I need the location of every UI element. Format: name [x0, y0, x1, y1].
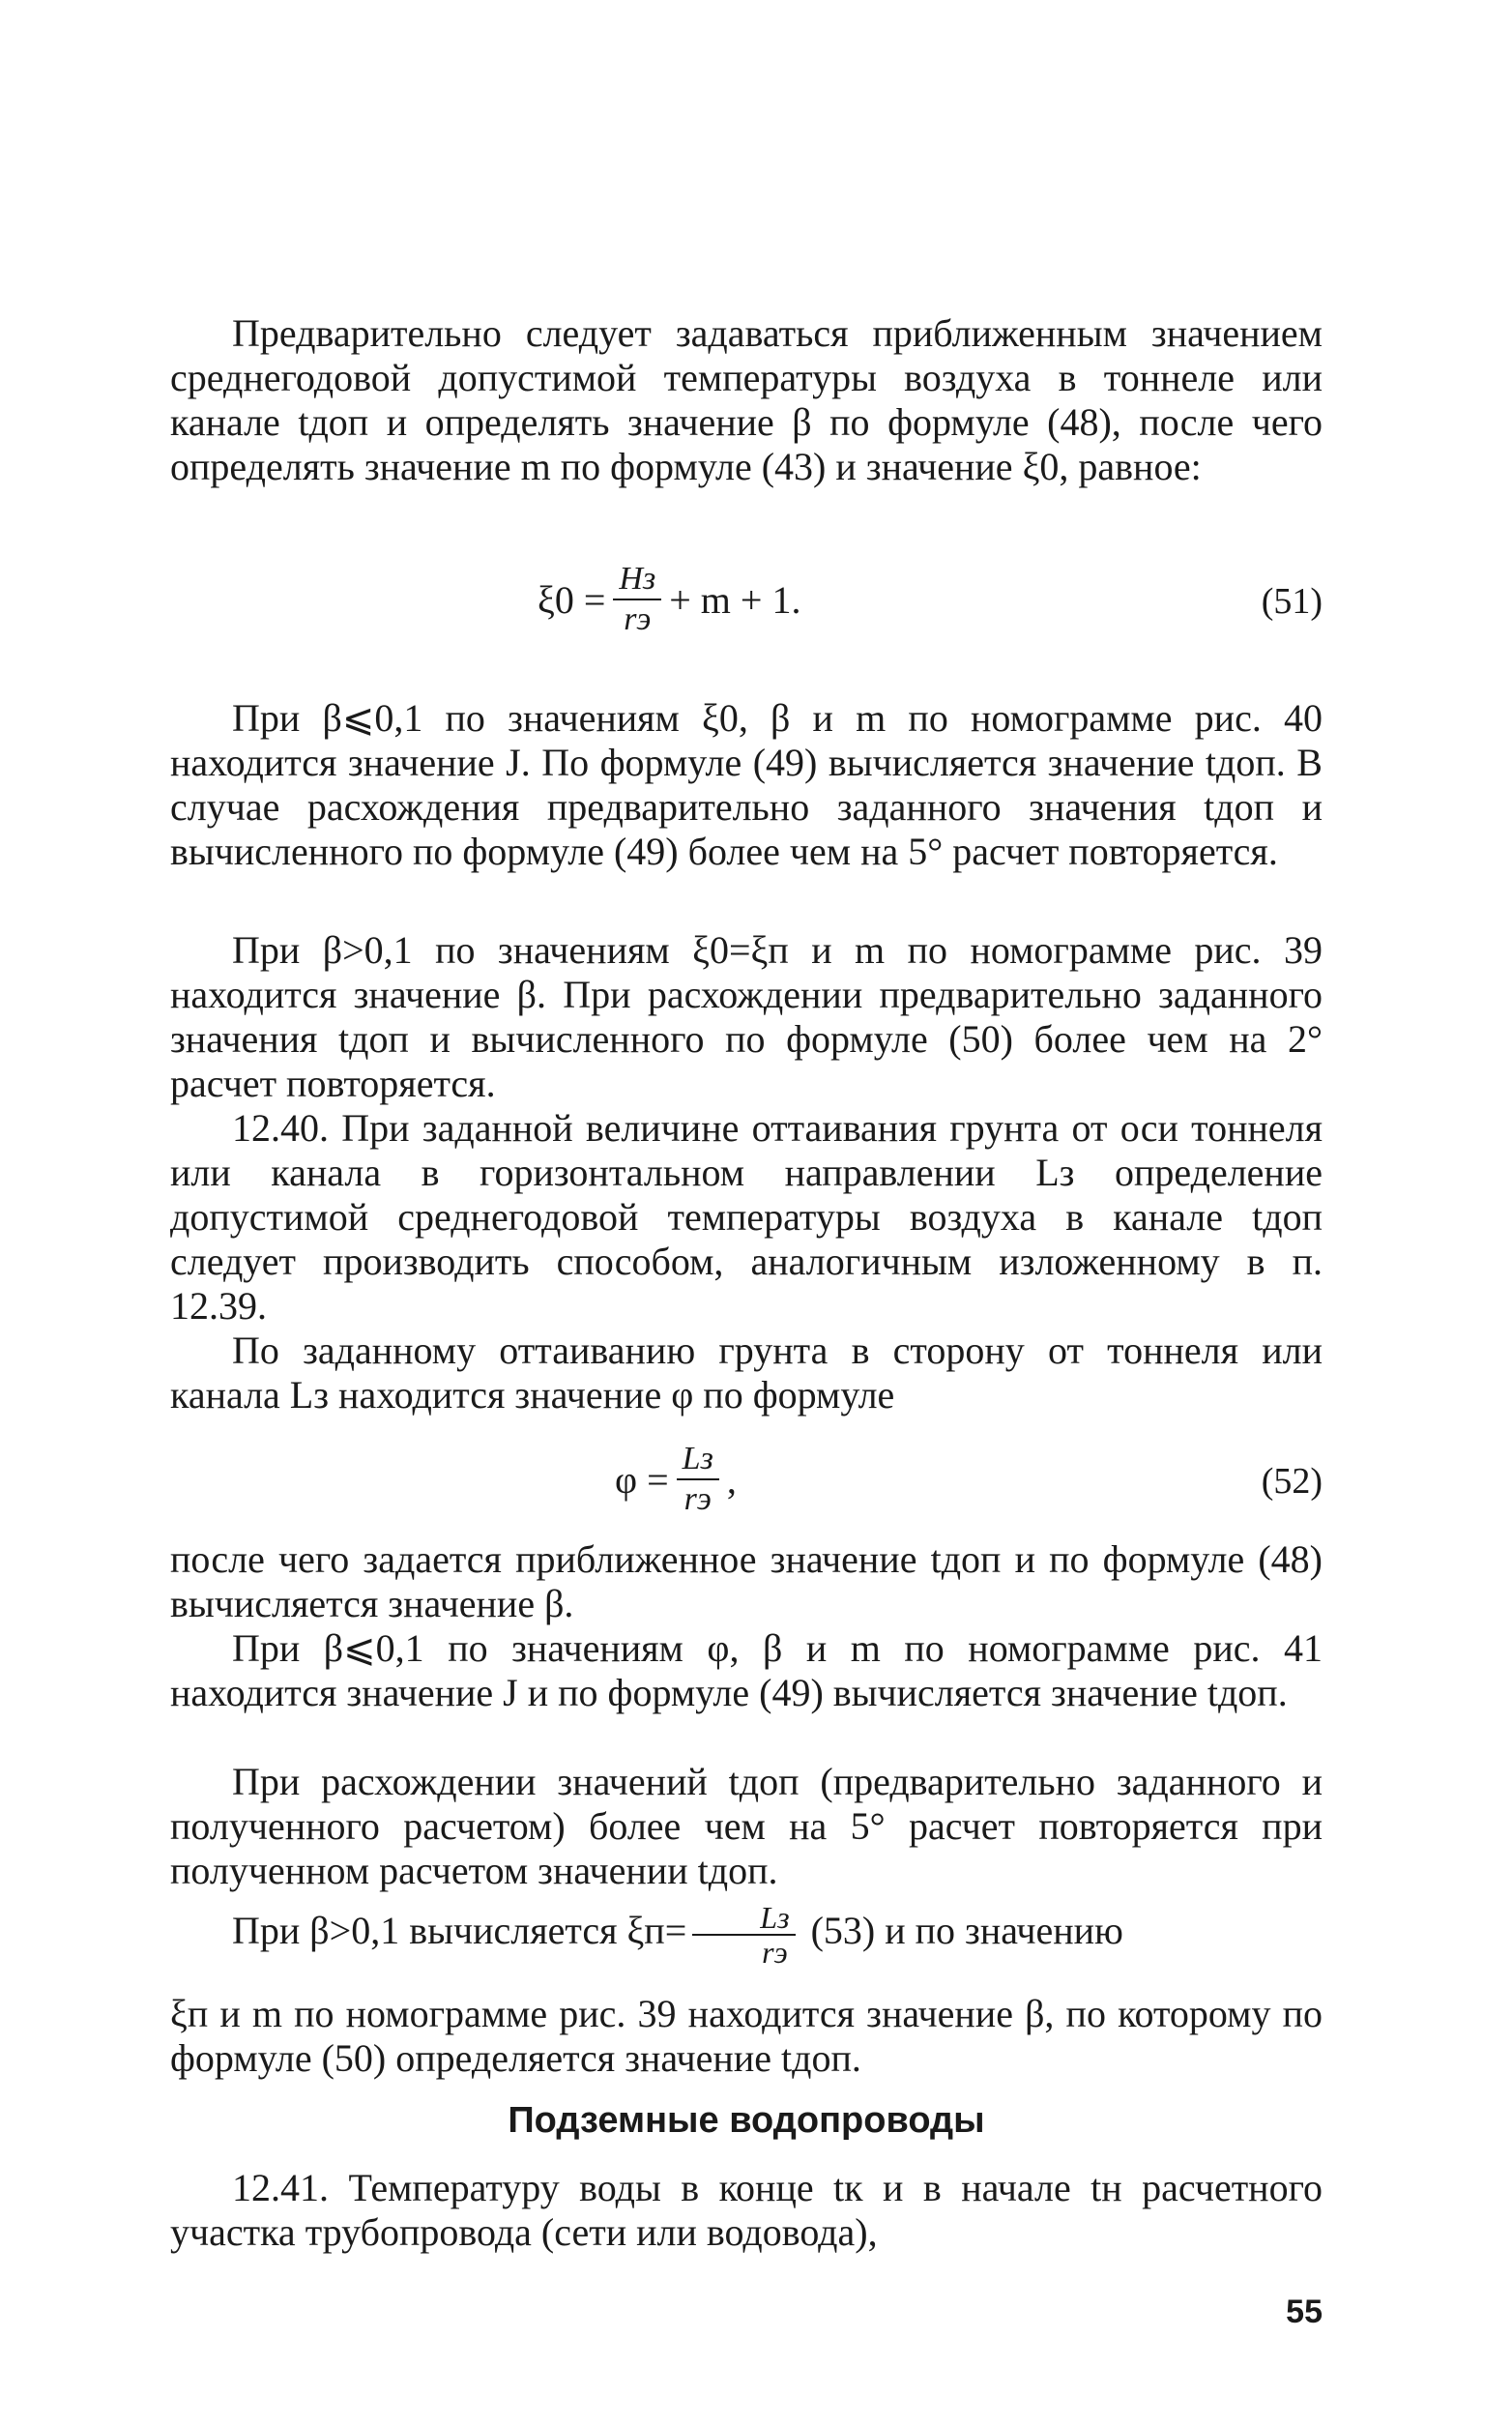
paragraph-nomogram: ξп и m по номограмме рис. 39 находится значение β, по которому по формуле (50) определяется значение tдоп. — [170, 1992, 1323, 2080]
formula-51-number: (51) — [1261, 581, 1323, 622]
formula-51-numerator: Hз — [613, 560, 661, 600]
paragraph-approx-value: после чего задается приближенное значение tдоп и по формуле (48) вычисляется значение β. — [170, 1537, 1323, 1625]
formula-51-expression — [538, 551, 800, 648]
formula-52-numerator: Lз — [677, 1440, 719, 1480]
formula-52-number: (52) — [1261, 1461, 1323, 1502]
formula-52-rhs: , — [726, 1457, 737, 1502]
formula-51-rhs: + m + 1. — [669, 577, 801, 622]
formula-51-denominator: rэ — [624, 601, 652, 637]
formula-51-fraction — [613, 560, 661, 639]
formula-52-lhs: φ = — [615, 1457, 669, 1502]
paragraph-12-41: 12.41. Температуру воды в конце tк и в начале tн расчетного участка трубопровода (сети или водовода), — [170, 2166, 1323, 2254]
paragraph-beta-large-2 — [170, 1901, 1323, 1969]
formula-52-denominator: rэ — [683, 1481, 712, 1517]
formula-51 — [170, 551, 1323, 648]
page-number: 55 — [1286, 2294, 1323, 2330]
formula-53-denominator: rэ — [762, 1935, 788, 1970]
paragraph-beta-large-2-start: При β>0,1 вычисляется ξп= — [232, 1909, 687, 1953]
paragraph-preliminary: Предварительно следует задаваться приближенным значением среднегодовой допустимой температуры воздуха в тоннеле или канале tдоп и определять значение β по формуле (48), после чего определять значение m по формуле (43) и значение ξ0, равное: — [170, 311, 1323, 488]
paragraph-beta-large: При β>0,1 по значениям ξ0=ξп и m по номограмме рис. 39 находится значение β. При расхождении предварительно заданного значения tдоп и вычисленного по формуле (50) более чем на 2° расчет повторяется. — [170, 928, 1323, 1105]
paragraph-beta-large-2-end: (53) и по значению — [810, 1909, 1123, 1953]
formula-51-lhs: ξ0 = — [538, 577, 606, 622]
paragraph-12-40: 12.40. При заданной величине оттаивания грунта от оси тоннеля или канала в горизонтальном направлении Lз определение допустимой среднегодовой температуры воздуха в канале tдоп следует производить способом, аналогичным изложенному в п. 12.39. — [170, 1106, 1323, 1328]
formula-53-fraction — [692, 1901, 795, 1969]
formula-52-expression — [615, 1431, 737, 1528]
paragraph-thawing: По заданному оттаиванию грунта в сторону от тоннеля или канала Lз находится значение φ по формуле — [170, 1329, 1323, 1417]
paragraph-discrepancy: При расхождении значений tдоп (предварительно заданного и полученного расчетом) более чем на 5° расчет повторяется при полученном расчетом значении tдоп. — [170, 1760, 1323, 1892]
formula-52-fraction — [677, 1440, 719, 1519]
section-heading: Подземные водопроводы — [508, 2100, 985, 2141]
formula-53-numerator: Lз — [692, 1901, 795, 1936]
paragraph-beta-small: При β⩽0,1 по значениям ξ0, β и m по номограмме рис. 40 находится значение J. По формуле (49) вычисляется значение tдоп. В случае расхождения предварительно заданного значения tдоп и вычисленного по формуле (49) более чем на 5° расчет повторяется. — [170, 696, 1323, 873]
paragraph-beta-small-2: При β⩽0,1 по значениям φ, β и m по номограмме рис. 41 находится значение J и по формуле (49) вычисляется значение tдоп. — [170, 1626, 1323, 1714]
formula-52 — [170, 1431, 1323, 1528]
